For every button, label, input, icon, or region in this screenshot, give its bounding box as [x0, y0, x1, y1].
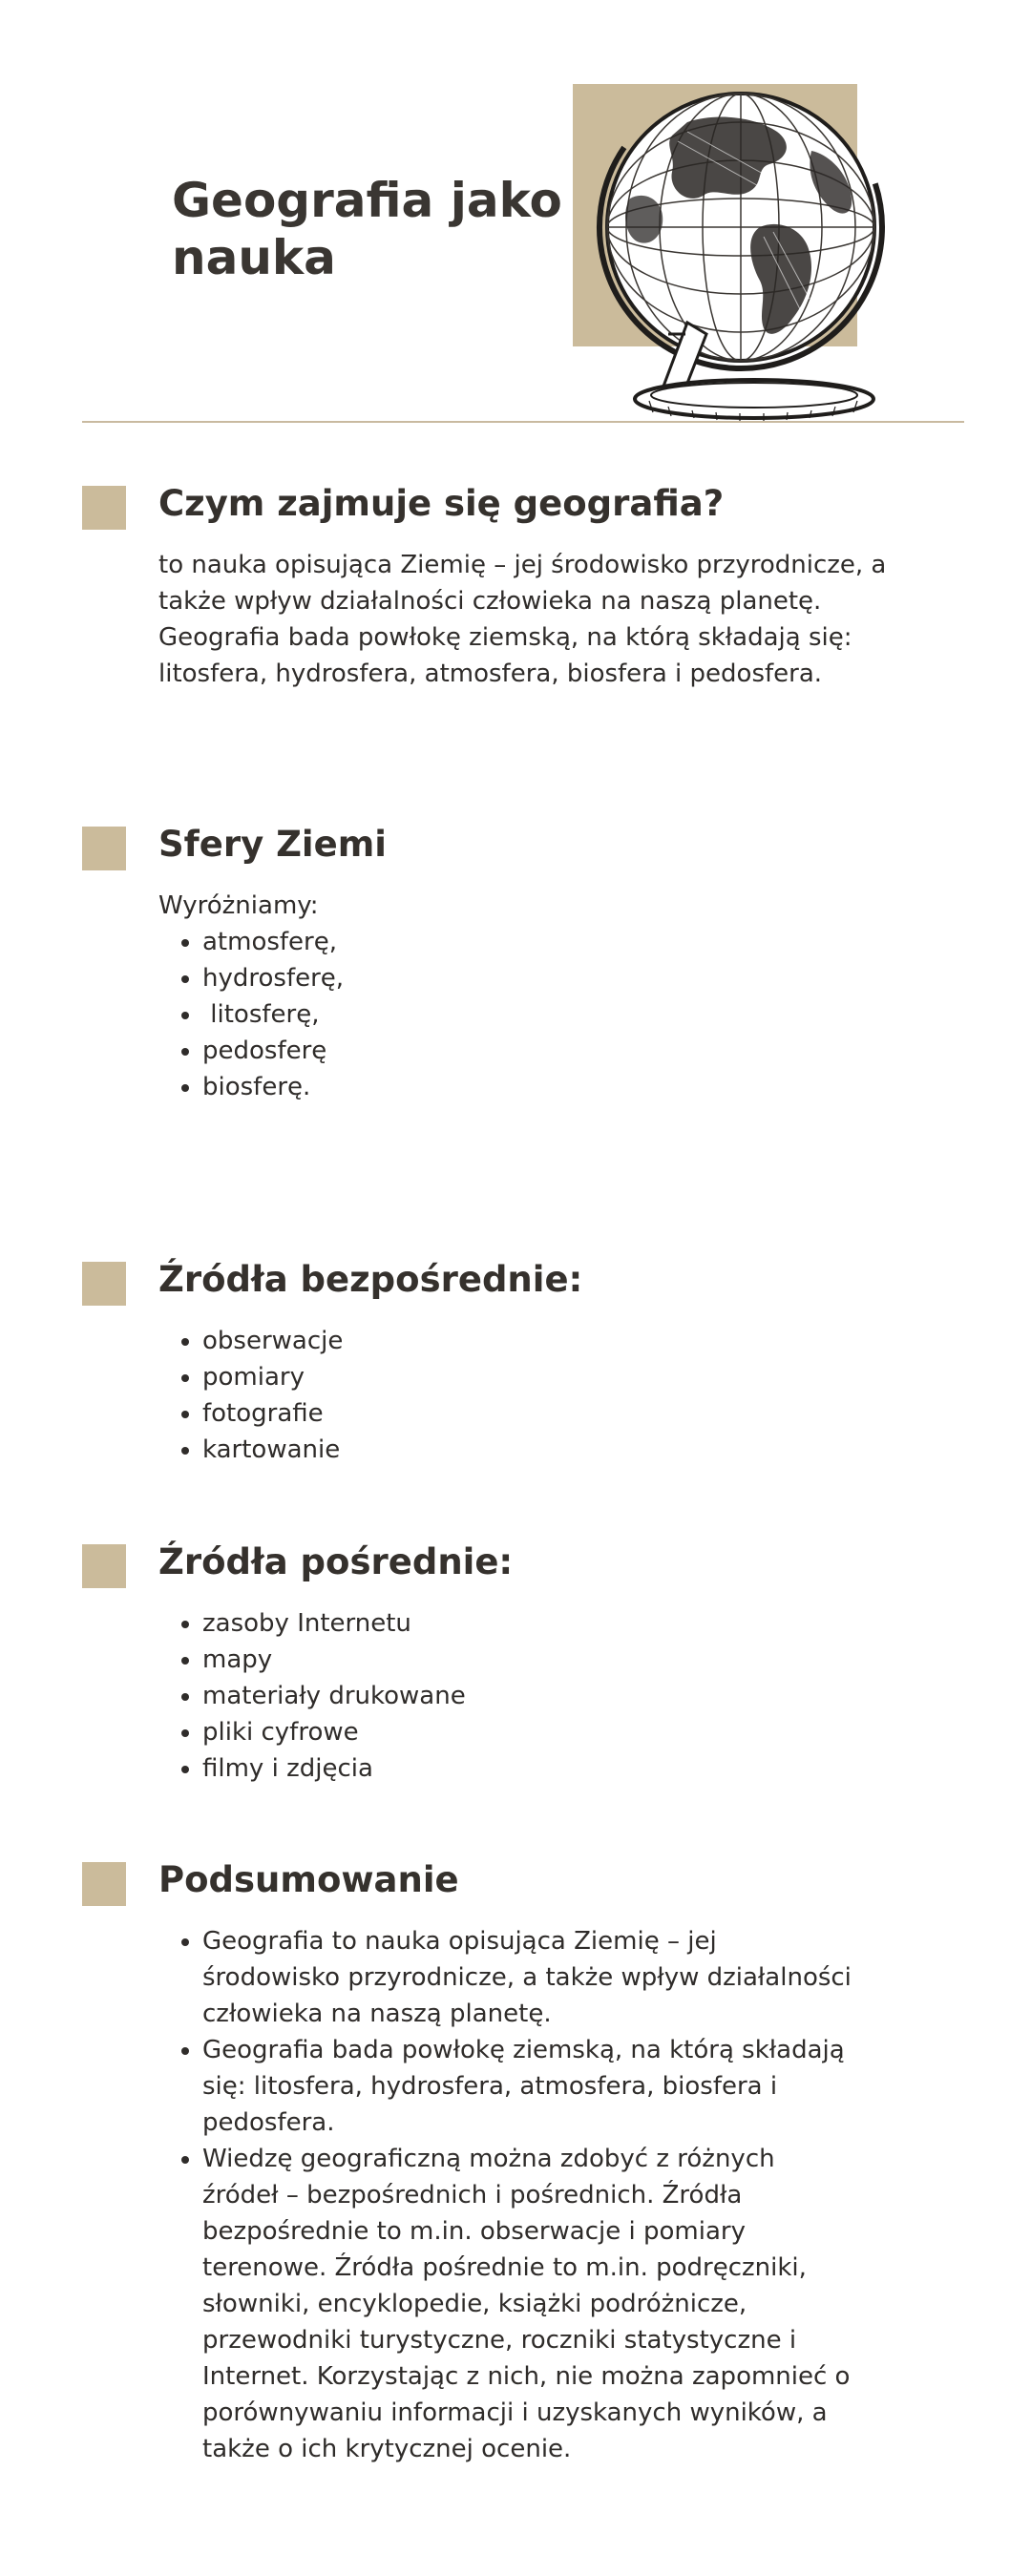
section-title: Źródła bezpośrednie:: [158, 1259, 583, 1300]
list-item: • pomiary: [202, 1359, 343, 1395]
list-item: • pedosferę: [202, 1033, 344, 1069]
list-item: • fotografie: [202, 1395, 343, 1432]
direct-sources-list: [158, 1323, 343, 1468]
page-title: Geografia jako nauka: [172, 173, 562, 285]
section-marker: [82, 1544, 126, 1588]
list-item: • filmy i zdjęcia: [202, 1750, 466, 1787]
list-item: • Geografia to nauka opisująca Ziemię – jej środowisko przyrodnicze, a także wpływ działalności człowieka na naszą planetę.: [202, 1923, 852, 2032]
list-item: • materiały drukowane: [202, 1678, 466, 1714]
header-divider: [82, 421, 964, 423]
spheres-list: [158, 924, 344, 1105]
list-item: • kartowanie: [202, 1432, 343, 1468]
section-marker: [82, 1262, 126, 1306]
section-title: Źródła pośrednie:: [158, 1541, 514, 1582]
section-marker: [82, 1862, 126, 1906]
section-title: Podsumowanie: [158, 1859, 459, 1900]
section-intro: Wyróżniamy:: [158, 891, 319, 920]
section-title: Czym zajmuje się geografia?: [158, 483, 725, 524]
list-item: • biosferę.: [202, 1069, 344, 1105]
section-text: to nauka opisująca Ziemię – jej środowisko przyrodnicze, a także wpływ działalności człowieka na naszą planetę. Geografia bada powłokę ziemską, na którą składają się: litosfera, hydrosfera, atmosfera, biosfera i pedosfera.: [158, 551, 887, 688]
list-item: • Wiedzę geograficzną można zdobyć z różnych źródeł – bezpośrednich i pośrednich. Źródła bezpośrednie to m.in. obserwacje i pomiary terenowe. Źródła pośrednie to m.in. podręczniki, słowniki, encyklopedie, książki podróżnicze, przewodniki turystyczne, roczniki statystyczne i Internet. Korzystając z nich, nie można zapomnieć o porównywaniu informacji i uzyskanych wyników, a także o ich krytycznej ocenie.: [202, 2141, 852, 2467]
globe-illustration-icon: [573, 84, 888, 423]
list-item: • litosferę,: [202, 996, 344, 1033]
list-item: • atmosferę,: [202, 924, 344, 960]
section-marker: [82, 827, 126, 870]
list-item: • Geografia bada powłokę ziemską, na którą składają się: litosfera, hydrosfera, atmosfera, biosfera i pedosfera.: [202, 2032, 852, 2141]
list-item: • zasoby Internetu: [202, 1605, 466, 1642]
list-item: • hydrosferę,: [202, 960, 344, 996]
list-item: • pliki cyfrowe: [202, 1714, 466, 1750]
list-item: • mapy: [202, 1642, 466, 1678]
section-marker: [82, 486, 126, 530]
summary-list: [158, 1923, 852, 2467]
indirect-sources-list: [158, 1605, 466, 1787]
section-title: Sfery Ziemi: [158, 824, 387, 865]
list-item: • obserwacje: [202, 1323, 343, 1359]
